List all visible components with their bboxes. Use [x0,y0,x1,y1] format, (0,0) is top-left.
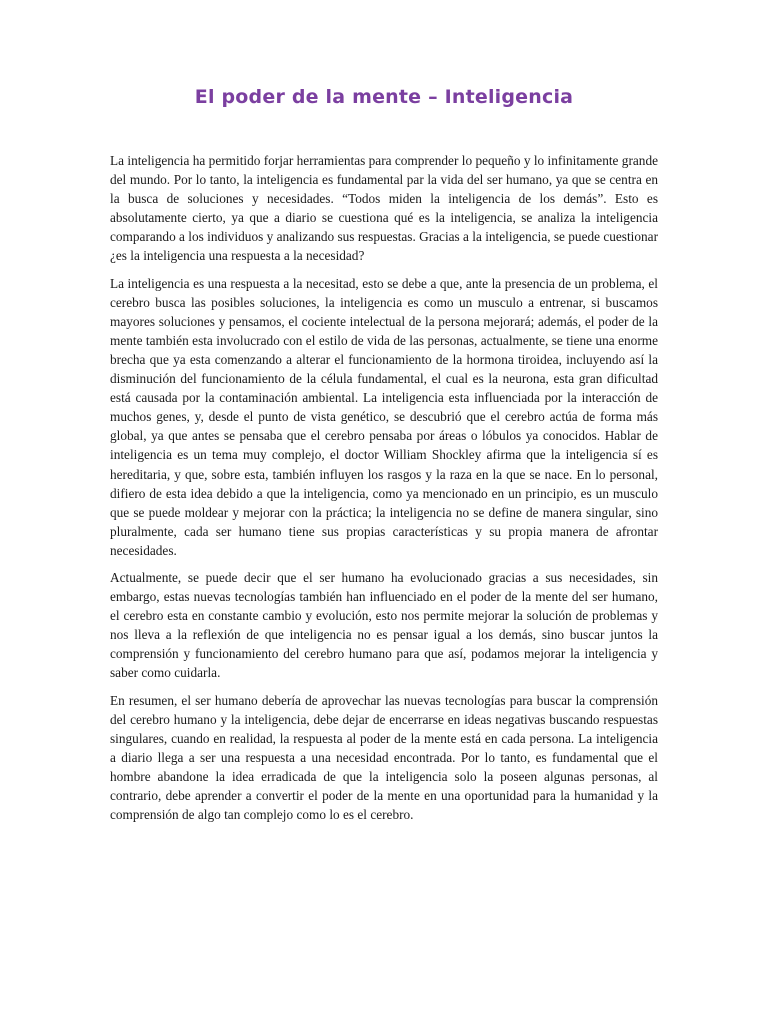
document-title: El poder de la mente – Inteligencia [194,86,574,108]
paragraph-4: En resumen, el ser humano debería de aprovechar las nuevas tecnologías para buscar la comprensión del cerebro humano y la inteligencia, debe dejar de encerrarse en ideas negativas buscando respuestas singulares, cuando en realidad, la respuesta al poder de la mente está en cada persona. La inteligencia a diario llega a ser una respuesta a una necesidad encontrada. Por lo tanto, es fundamental que el hombre abandone la idea erradicada de que la inteligencia solo la poseen algunas personas, al contrario, debe aprender a convertir el poder de la mente en una oportunidad para la humanidad y la comprensión de algo tan complejo como lo es el cerebro. [110,692,658,823]
document-body [110,151,658,832]
paragraph-2: La inteligencia es una respuesta a la necesitad, esto se debe a que, ante la presencia de un problema, el cerebro busca las posibles soluciones, la inteligencia es como un musculo a entrenar, si buscamos mayores soluciones y pensamos, el cociente intelectual de la persona mejorará; además, el poder de la mente también esta involucrado con el estilo de vida de las personas, actualmente, se tiene una enorme brecha que ya esta comenzando a alterar el funcionamiento de la hormona tiroidea, incluyendo así la disminución del funcionamiento de la célula fundamental, el cual es la neurona, esta gran dificultad está causada por la contaminación ambiental. La inteligencia esta influenciada por la interacción de muchos genes, y, desde el punto de vista genético, se descubrió que el cerebro actúa de forma más global, ya que antes se pensaba que el cerebro pensaba por áreas o lóbulos ya conocidos. Hablar de inteligencia es un tema muy complejo, el doctor William Shockley afirma que la inteligencia sí es hereditaria, y que, sobre esta, también influyen los rasgos y la raza en la que se nace. En lo personal, difiero de esta idea debido a que la inteligencia, como ya mencionado en un principio, es un musculo que se puede moldear y mejorar con la práctica; la inteligencia no se define de manera singular, sino pluralmente, cada ser humano tiene sus propias características y su propia manera de afrontar necesidades. [110,275,658,558]
paragraph-1: La inteligencia ha permitido forjar herramientas para comprender lo pequeño y lo infinitamente grande del mundo. Por lo tanto, la inteligencia es fundamental par la vida del ser humano, ya que se centra en la busca de soluciones y necesidades. “Todos miden la inteligencia de los demás”. Esto es absolutamente cierto, ya que a diario se cuestiona qué es la inteligencia, se analiza la inteligencia comparando a los individuos y analizando sus respuestas. Gracias a la inteligencia, se puede cuestionar ¿es la inteligencia una respuesta a la necesidad? [110,153,658,264]
paragraph-3: Actualmente, se puede decir que el ser humano ha evolucionado gracias a sus necesidades, sin embargo, estas nuevas tecnologías también han influenciado en el poder de la mente del ser humano, el cerebro esta en constante cambio y evolución, esto nos permite mejorar la solución de problemas y nos lleva a la reflexión de que inteligencia no es pensar igual a los demás, sino buscar juntos la comprensión y funcionamiento del cerebro humano para que así, podamos mejorar la inteligencia y saber como cuidarla. [110,569,658,681]
